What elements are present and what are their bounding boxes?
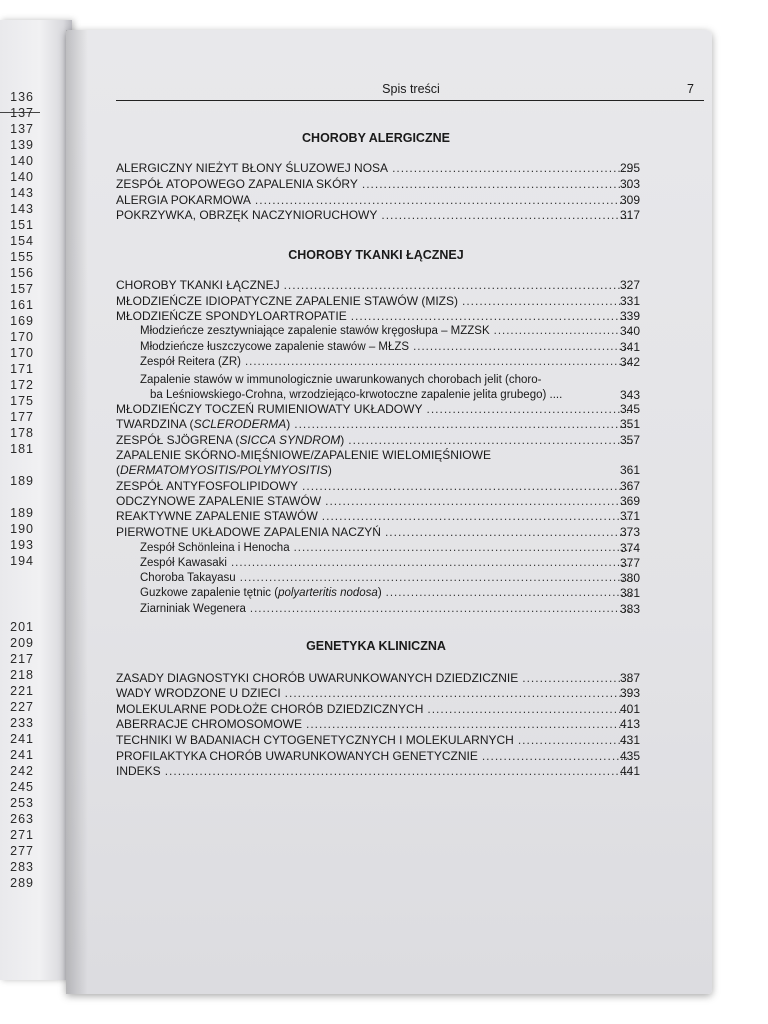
toc-entry-title: CHOROBY TKANKI ŁĄCZNEJ [116,278,280,292]
toc-leader-dots [285,685,632,701]
toc-page-number: 413 [619,717,640,731]
previous-page-number: 140 [10,154,34,168]
previous-page-number: 136 [10,90,34,104]
toc-entry-title: Zespół Reitera (ZR) [140,356,241,368]
toc-page-number: 393 [619,686,640,700]
previous-page-number: 233 [10,716,34,730]
toc-page-number: 351 [619,417,640,431]
toc-entry-title: Ziarniniak Wegenera [140,603,246,615]
toc-leader-dots [322,508,632,524]
toc-leader-dots [362,176,632,192]
previous-page-number: 289 [10,876,34,890]
toc-entry-title: Zespół Kawasaki [140,557,227,569]
previous-page-number: 242 [10,764,34,778]
toc-page-number: 374 [619,541,640,555]
toc-leader-dots [294,416,632,432]
toc-entry-title: REAKTYWNE ZAPALENIE STAWÓW [116,509,318,523]
toc-entry-line: ZAPALENIE SKÓRNO-MIĘŚNIOWE/ZAPALENIE WIELOMIĘŚNIOWE [116,448,491,462]
toc-page-number: 303 [619,177,640,191]
toc-entry-title: Choroba Takayasu [140,572,236,584]
toc-leader-dots [302,478,632,494]
toc-entry-title: ZESPÓŁ SJÖGRENA (SICCA SYNDROM) [116,433,345,447]
toc-leader-dots [231,555,632,571]
toc-leader-dots [427,701,632,717]
previous-page-number: 172 [10,378,34,392]
previous-page-number: 171 [10,362,34,376]
toc-leader-dots [240,570,632,586]
previous-page-number: 177 [10,410,34,424]
toc-page-number: 373 [619,525,640,539]
toc-entry-line: (DERMATOMYOSITIS/POLYMYOSITIS) [116,463,332,477]
previous-page-number: 181 [10,442,34,456]
previous-page-number: 217 [10,652,34,666]
toc-page-number: 431 [619,733,640,747]
toc-entry-title: MŁODZIEŃCZE IDIOPATYCZNE ZAPALENIE STAWÓW (MIZS) [116,294,459,308]
toc-page-number: 317 [619,208,640,222]
page-number: 7 [687,82,694,96]
toc-page-number: 377 [619,556,640,570]
previous-page-number: 137 [10,106,34,120]
toc-entry [116,293,636,309]
previous-page-number: 154 [10,234,34,248]
toc-entry [116,401,636,417]
toc-leader-dots [413,339,632,355]
toc-page [66,30,712,994]
running-header-title: Spis treści [382,82,440,96]
toc-entry [140,354,636,370]
previous-page-number: 161 [10,298,34,312]
toc-page-number: 345 [619,402,640,416]
toc-entry-title: MŁODZIEŃCZE SPONDYLOARTROPATIE [116,309,347,323]
toc-entry-title: TWARDZINA (SCLERODERMA) [116,417,291,431]
toc-entry-title: ALERGIA POKARMOWA [116,193,251,207]
page-gutter-shadow [66,30,88,994]
toc-entry [116,716,636,732]
previous-page-number: 139 [10,138,34,152]
toc-page-number: 367 [619,479,640,493]
toc-entry-title: ZESPÓŁ ANTYFOSFOLIPIDOWY [116,479,299,493]
previous-page-number: 189 [10,474,34,488]
toc-entry-title: ODCZYNOWE ZAPALENIE STAWÓW [116,494,322,508]
toc-entry [140,323,636,339]
toc-page-number: 327 [619,278,640,292]
toc-entry [116,493,636,509]
toc-entry [116,207,636,223]
previous-page-number: 193 [10,538,34,552]
toc-page-number: 441 [619,764,640,778]
toc-entry [116,670,636,686]
toc-entry [116,732,636,748]
previous-page-number: 190 [10,522,34,536]
toc-entry [116,748,636,764]
toc-entry-title: Guzkowe zapalenie tętnic (polyarteritis nodosa) [140,587,382,599]
toc-page-number: 331 [619,294,640,308]
section-title: GENETYKA KLINICZNA [306,639,446,653]
previous-page-number: 271 [10,828,34,842]
toc-entry-title: Młodzieńcze zesztywniające zapalenie stawów kręgosłupa – MZZSK [140,325,490,337]
toc-leader-dots [165,763,632,779]
toc-entry [116,160,636,176]
toc-page-number: 369 [619,494,640,508]
previous-page-number: 143 [10,202,34,216]
toc-entry [116,508,636,524]
toc-page-number: 357 [619,433,640,447]
toc-entry-title: MOLEKULARNE PODŁOŻE CHORÓB DZIEDZICZNYCH [116,702,424,716]
toc-entry [116,432,636,448]
toc-entry-title: ABERRACJE CHROMOSOMOWE [116,717,303,731]
toc-leader-dots [325,493,632,509]
toc-entry [140,570,636,586]
toc-leader-dots [348,432,632,448]
previous-page-number: 277 [10,844,34,858]
toc-page-number: 340 [619,324,640,338]
previous-page-number: 140 [10,170,34,184]
section-title: CHOROBY TKANKI ŁĄCZNEJ [288,248,464,262]
previous-page-number: 263 [10,812,34,826]
toc-entry-title: PIERWOTNE UKŁADOWE ZAPALENIA NACZYŃ [116,525,381,539]
toc-page-number: 401 [619,702,640,716]
toc-entry [116,192,636,208]
previous-page-number: 227 [10,700,34,714]
toc-page-number: 435 [619,749,640,763]
previous-page-strip [0,20,72,980]
previous-page-number: 137 [10,122,34,136]
toc-entry [140,585,636,601]
previous-page-number: 283 [10,860,34,874]
previous-page-number: 221 [10,684,34,698]
toc-leader-dots [284,277,632,293]
previous-page-number: 170 [10,330,34,344]
toc-leader-dots [392,160,632,176]
previous-page-number: 178 [10,426,34,440]
toc-entry-title: MŁODZIEŃCZY TOCZEŃ RUMIENIOWATY UKŁADOWY [116,402,423,416]
previous-page-number: 209 [10,636,34,650]
header-rule [116,100,704,101]
toc-entry [116,176,636,192]
toc-entry [116,416,636,432]
toc-page-number: 387 [619,671,640,685]
toc-page-number: 381 [619,586,640,600]
toc-leader-dots [426,401,632,417]
toc-entry [116,478,636,494]
previous-page-number: 245 [10,780,34,794]
toc-leader-dots [245,354,632,370]
toc-entry [140,540,636,556]
toc-entry-title: TECHNIKI W BADANIACH CYTOGENETYCZNYCH I MOLEKULARNYCH [116,733,514,747]
previous-page-number: 218 [10,668,34,682]
toc-page-number: 339 [619,309,640,323]
toc-leader-dots [250,601,632,617]
toc-entry [116,277,636,293]
toc-entry-title: POKRZYWKA, OBRZĘK NACZYNIORUCHOWY [116,208,378,222]
toc-page-number: 383 [619,602,640,616]
toc-entry [116,685,636,701]
toc-entry [140,601,636,617]
toc-page-number: 309 [619,193,640,207]
toc-entry-title: Zespół Schönleina i Henocha [140,542,290,554]
toc-entry [140,555,636,571]
running-header [116,82,706,100]
previous-page-number: 189 [10,506,34,520]
toc-entry-line: Zapalenie stawów w immunologicznie uwarunkowanych chorobach jelit (choro- [140,374,542,386]
previous-page-number: 241 [10,748,34,762]
previous-page-number: 201 [10,620,34,634]
toc-entry-title: INDEKS [116,764,161,778]
toc-entry-title: ALERGICZNY NIEŻYT BŁONY ŚLUZOWEJ NOSA [116,161,389,175]
toc-entry [116,701,636,717]
toc-page-number: 380 [619,571,640,585]
toc-page-number: 361 [619,463,640,477]
previous-page-number: 151 [10,218,34,232]
toc-page-number: 371 [619,509,640,523]
toc-entry [116,308,636,324]
previous-page-number: 253 [10,796,34,810]
previous-page-number: 156 [10,266,34,280]
toc-page-number: 295 [619,161,640,175]
toc-leader-dots [351,308,632,324]
toc-leader-dots [294,540,632,556]
toc-entry-line: ba Leśniowskiego-Crohna, wrzodziejąco-krwotoczne zapalenie jelita grubego) .... [150,389,563,401]
toc-leader-dots [306,716,632,732]
toc-entry-title: WADY WRODZONE U DZIECI [116,686,281,700]
toc-entry [116,524,636,540]
toc-leader-dots [386,585,632,601]
toc-entry [116,763,636,779]
previous-page-number: 241 [10,732,34,746]
toc-leader-dots [385,524,632,540]
toc-leader-dots [255,192,632,208]
toc-entry-title: Młodzieńcze łuszczycowe zapalenie stawów – MŁZS [140,341,410,353]
previous-page-number: 194 [10,554,34,568]
previous-page-number: 143 [10,186,34,200]
toc-entry [140,339,636,355]
previous-page-number: 169 [10,314,34,328]
previous-page-number: 155 [10,250,34,264]
toc-leader-dots [381,207,632,223]
toc-page-number: 341 [619,340,640,354]
previous-page-number: 175 [10,394,34,408]
previous-page-number: 170 [10,346,34,360]
section-title: CHOROBY ALERGICZNE [302,131,450,145]
toc-entry-title: ZASADY DIAGNOSTYKI CHORÓB UWARUNKOWANYCH DZIEDZICZNIE [116,671,519,685]
previous-page-number: 157 [10,282,34,296]
toc-page-number: 342 [619,355,640,369]
toc-entry-title: PROFILAKTYKA CHORÓB UWARUNKOWANYCH GENETYCZNIE [116,749,478,763]
toc-entry-title: ZESPÓŁ ATOPOWEGO ZAPALENIA SKÓRY [116,177,358,191]
toc-page-number: 343 [619,388,640,402]
toc-leader-dots [462,293,632,309]
